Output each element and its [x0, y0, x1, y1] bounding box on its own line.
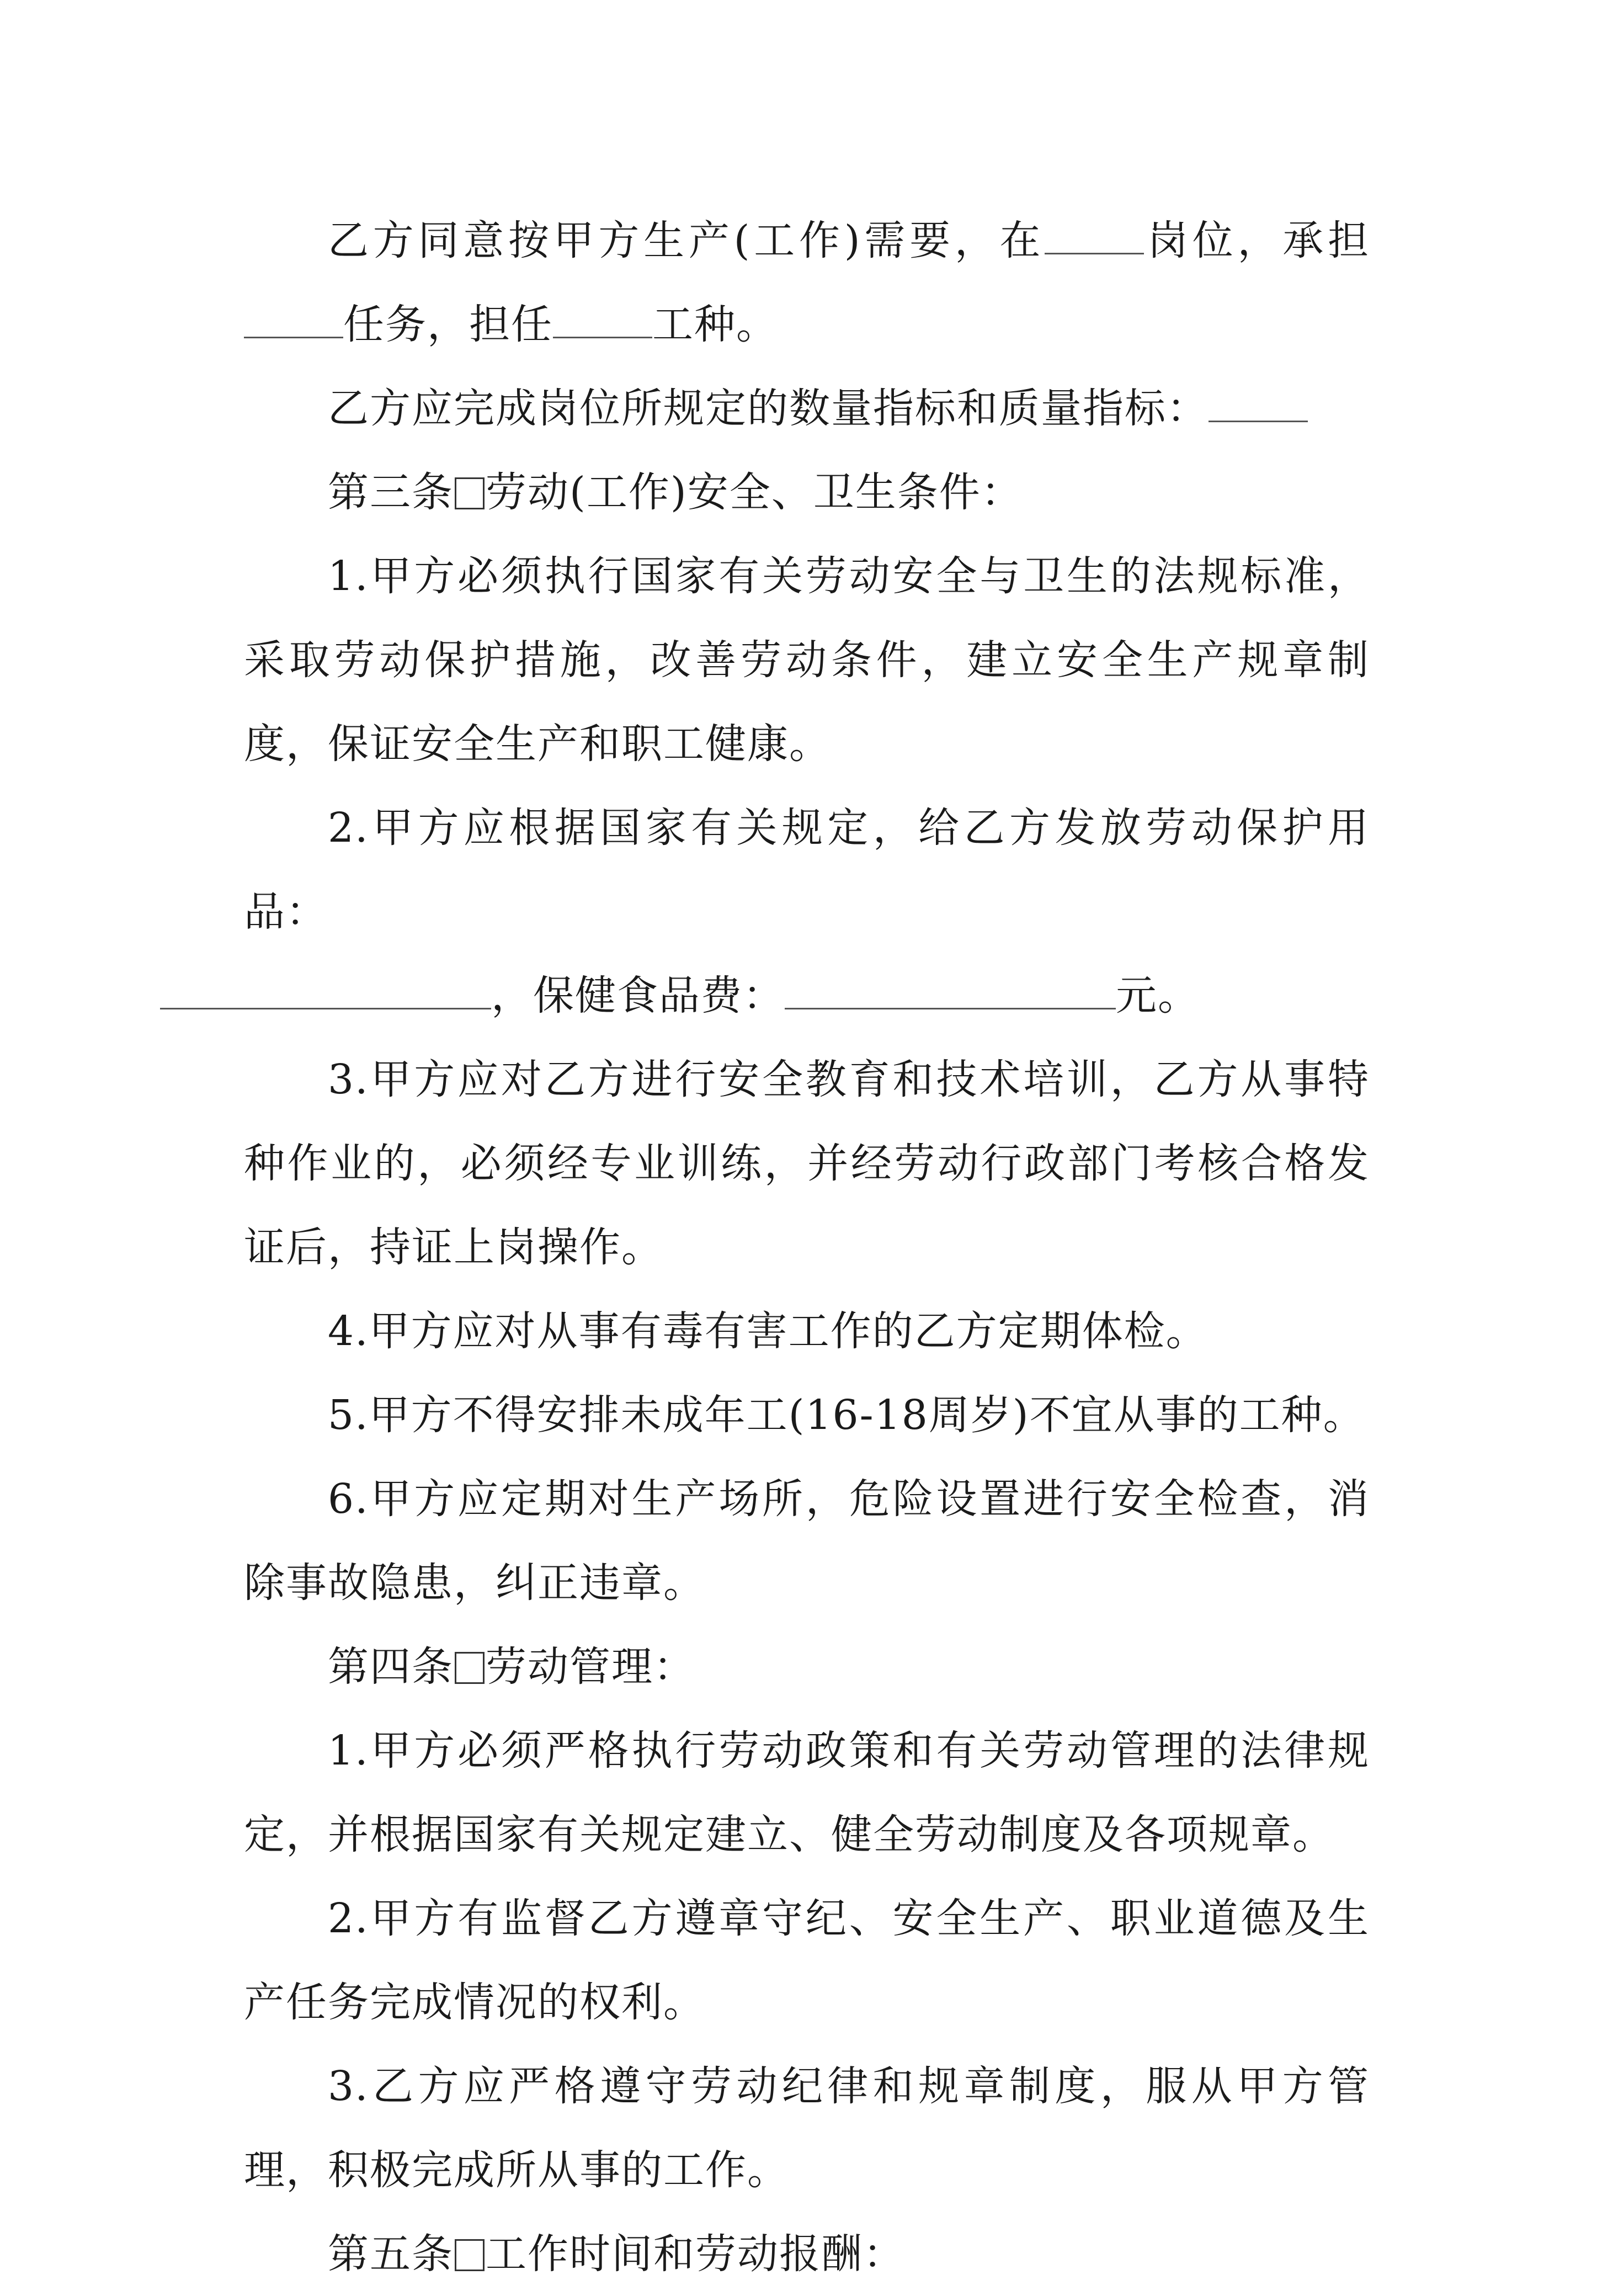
text-segment: 乙方应完成岗位所规定的数量指标和质量指标：: [328, 385, 1209, 432]
article-3-item-4: 4.甲方应对从事有毒有害工作的乙方定期体检。: [328, 1308, 1208, 1355]
article-4-item-2: 2.甲方有监督乙方遵章守纪、安全生产、职业道德及生产任务完成情况的权利。: [244, 1895, 1370, 2026]
article-title: 工作时间和劳动报酬：: [486, 2230, 905, 2278]
blank-field-protective-gear[interactable]: [160, 969, 491, 1009]
blank-field-quota[interactable]: [1209, 382, 1308, 422]
paragraph-job-assignment: [244, 199, 1370, 366]
article-4-heading: [244, 1625, 1370, 1709]
text-segment: 乙方同意按甲方生产(工作)需要，在: [328, 217, 1045, 264]
article-3-item-1: 1.甲方必须执行国家有关劳动安全与卫生的法规标准，采取劳动保护措施，改善劳动条件，建立安全生产规章制度，保证安全生产和职工健康。: [244, 552, 1370, 768]
text-segment: ，保健食品费：: [491, 972, 785, 1019]
article-3-item-6: 6.甲方应定期对生产场所，危险设置进行安全检查，消除事故隐患，纠正违章。: [244, 1475, 1370, 1607]
text-segment: 2.甲方应根据国家有关规定，给乙方发放劳动保护用品：: [244, 804, 1370, 936]
blank-field-task[interactable]: [244, 298, 343, 338]
article-title: 劳动(工作)安全、卫生条件：: [486, 469, 1023, 516]
box-placeholder-icon: [455, 1652, 485, 1684]
article-number: 第四条: [328, 1643, 454, 1691]
text-segment: 工种。: [652, 301, 778, 348]
blank-field-work-type[interactable]: [553, 298, 652, 338]
box-placeholder-icon: [455, 2239, 485, 2271]
text-segment: 任务，担任: [343, 301, 553, 348]
article-number: 第三条: [328, 469, 454, 516]
article-number: 第五条: [328, 2230, 454, 2278]
article-3-item-3: 3.甲方应对乙方进行安全教育和技术培训，乙方从事特种作业的，必须经专业训练，并经劳动行政部门考核合格发证后，持证上岗操作。: [244, 1056, 1370, 1271]
article-4-item-1: 1.甲方必须严格执行劳动政策和有关劳动管理的法律规定，并根据国家有关规定建立、健全劳动制度及各项规章。: [244, 1727, 1370, 1858]
paragraph-quota: [244, 366, 1370, 450]
article-3-heading: [244, 450, 1370, 534]
document-body: [244, 199, 1370, 2296]
box-placeholder-icon: [455, 477, 485, 509]
blank-field-food-allowance[interactable]: [785, 969, 1116, 1009]
article-3-item-5: 5.甲方不得安排未成年工(16-18周岁)不宜从事的工种。: [328, 1391, 1365, 1439]
text-segment: 元。: [1116, 972, 1200, 1019]
text-segment: 岗位，承担: [1144, 217, 1370, 264]
article-4-item-3: 3.乙方应严格遵守劳动纪律和规章制度，服从甲方管理，积极完成所从事的工作。: [244, 2063, 1370, 2194]
article-5-heading: [244, 2212, 1370, 2296]
blank-field-position[interactable]: [1045, 214, 1144, 254]
article-title: 劳动管理：: [486, 1643, 695, 1691]
article-3-item-2: [244, 786, 1370, 1038]
